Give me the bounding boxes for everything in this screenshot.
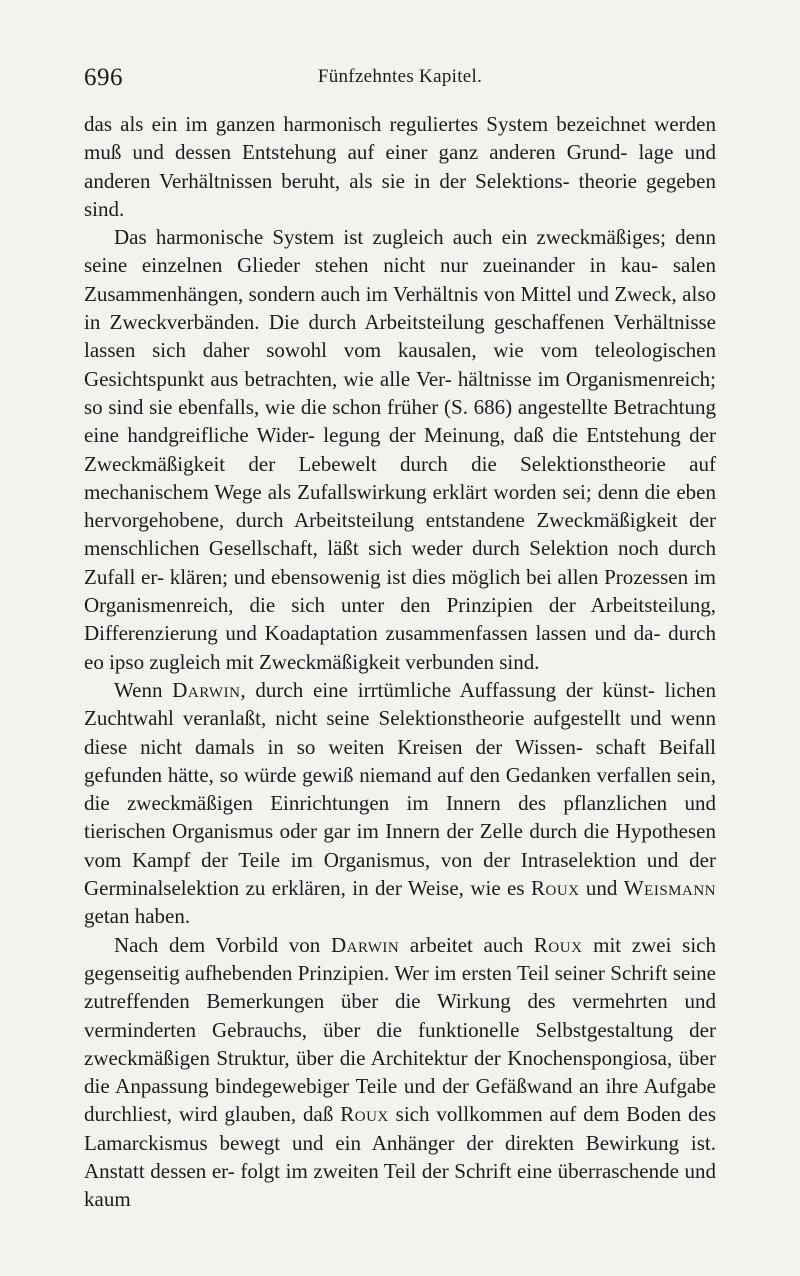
author-name-roux: Roux <box>340 1102 389 1127</box>
author-name-roux: Roux <box>533 932 583 957</box>
running-head: Fünfzehntes Kapitel. <box>317 66 483 87</box>
paragraph-3-text-2: , durch eine irrtümliche Auffassung der künst- lichen Zuchtwahl veranlaßt, nicht seine Selektionstheorie aufgestellt und wenn diese nicht damals in so weiten Kreisen der Wissen- schaft Beifall gefunden hätte, so würde gewiß niemand auf den Gedanken verfallen sein, die zweckmäßigen Einrichtungen im Innern des pflanzlichen und tierischen Organismus oder gar im Innern der Zelle durch die Hypothesen vom Kampf der Teile im Organismus, von der Intraselektion und der Germinalselektion zu erklären, in der Weise, wie es <box>84 677 716 901</box>
author-name-roux: Roux <box>530 876 580 901</box>
paragraph-3 <box>84 676 716 931</box>
paragraph-2: Das harmonische System ist zugleich auch ein zweckmäßiges; denn seine einzelnen Glieder stehen nicht nur zueinander in kau- salen Zusammenhängen, sondern auch im Verhältnis von Mittel und Zweck, also in Zweckverbänden. Die durch Arbeitsteilung geschaffenen Verhältnisse lassen sich daher sowohl vom kausalen, wie vom teleologischen Gesichtspunkt aus betrachten, wie alle Ver- hältnisse im Organismenreich; so sind sie ebenfalls, wie die schon früher (S. 686) angestellte Betrachtung eine handgreifliche Wider- legung der Meinung, daß die Entstehung der Zweckmäßigkeit der Lebewelt durch die Selektionstheorie auf mechanischem Wege als Zufallswirkung erklärt worden sei; denn die eben hervorgehobene, durch Arbeitsteilung entstandene Zweckmäßigkeit der menschlichen Gesellschaft, läßt sich weder durch Selektion noch durch Zufall er- klären; und ebensowenig ist dies möglich bei allen Prozessen im Organismenreich, die sich unter den Prinzipien der Arbeitsteilung, Differenzierung und Koadaptation zusammenfassen lassen und da- durch eo ipso zugleich mit Zweckmäßigkeit verbunden sind. <box>84 225 716 674</box>
paragraph-4-text-1: Nach dem Vorbild von <box>114 932 332 957</box>
body-text <box>84 110 716 1214</box>
author-name-darwin: Darwin <box>331 932 400 957</box>
paragraph-4 <box>84 931 716 1214</box>
paragraph-3-text-3: und <box>579 876 624 901</box>
paragraph-1: das als ein im ganzen harmonisch reguliertes System bezeichnet werden muß und dessen Entstehung auf einer ganz anderen Grund- lage und anderen Verhältnissen beruht, als sie in der Selektions- theorie gegeben sind. <box>84 112 716 221</box>
paragraph-4-text-2: arbeitet auch <box>399 932 534 957</box>
author-name-darwin: Darwin <box>172 677 241 702</box>
page-header <box>84 64 716 96</box>
page-number: 696 <box>84 64 123 91</box>
author-name-weismann: Weismann <box>623 876 716 901</box>
paragraph-4-text-3: mit zwei sich gegenseitig aufhebenden Prinzipien. Wer im ersten Teil seiner Schrift seine zutreffenden Bemerkungen über die Wirkung des vermehrten und verminderten Gebrauchs, über die funktionelle Selbstgestaltung der zweckmäßigen Struktur, über die Architektur der Knochenspongiosa, über die Anpassung bindegewebiger Teile und der Gefäßwand an ihre Aufgabe durchliest, wird glauben, daß <box>84 932 716 1127</box>
paragraph-4-text-4: sich vollkommen auf dem Boden des Lamarckismus bewegt und ein Anhänger der direkten Bewirkung ist. Anstatt dessen er- folgt im zweiten Teil der Schrift eine überraschende und kaum <box>84 1102 716 1212</box>
paragraph-3-text-4: getan haben. <box>84 904 191 929</box>
paragraph-3-text-1: Wenn <box>114 677 173 702</box>
